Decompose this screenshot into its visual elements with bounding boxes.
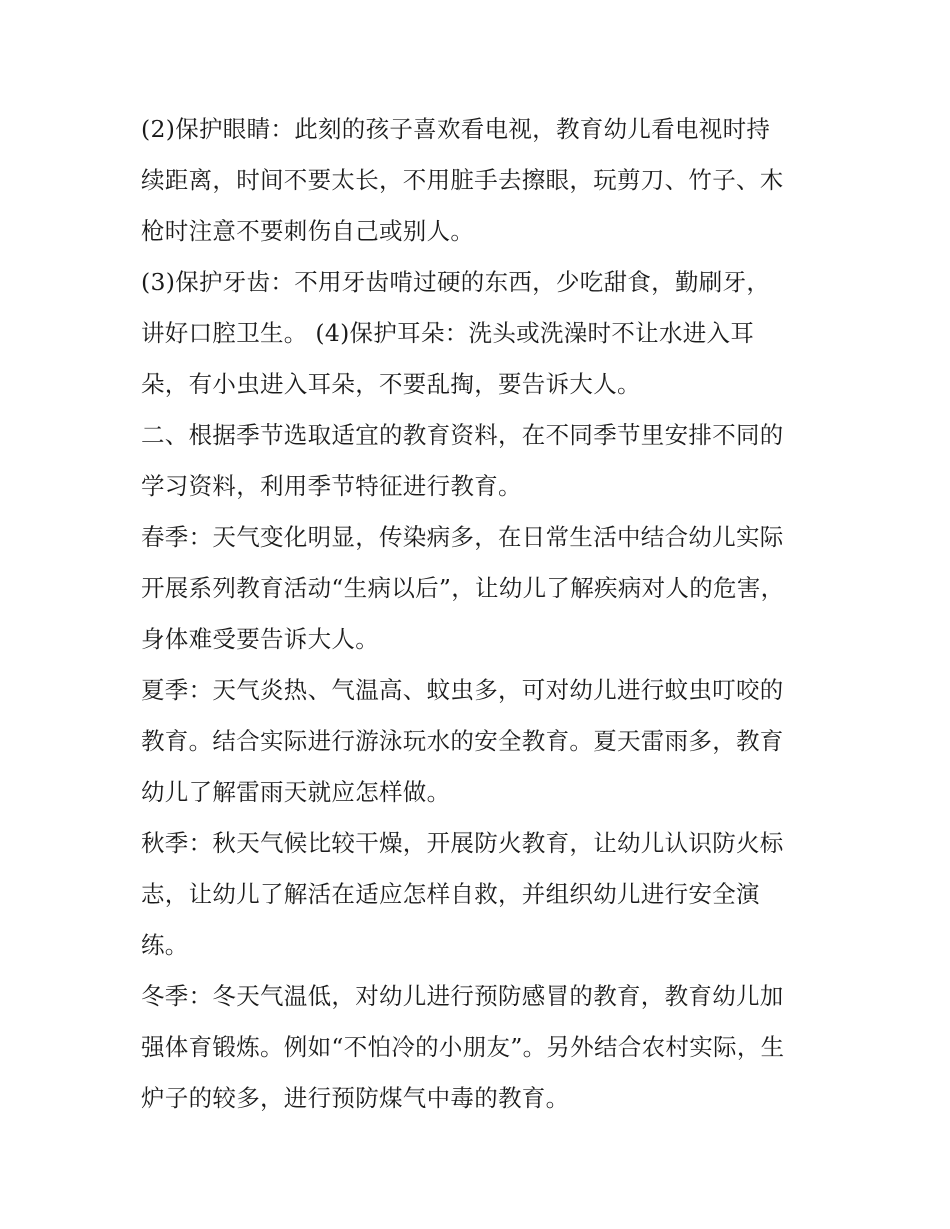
body-text — [141, 104, 821, 1124]
text-line-13: 教育。结合实际进行游泳玩水的安全教育。夏天雷雨多，教育 — [141, 727, 784, 755]
text-line-2: 续距离，时间不要太长，不用脏手去擦眼，玩剪刀、竹子、木 — [141, 166, 784, 194]
text-line-9: 春季：天气变化明显，传染病多，在日常生活中结合幼儿实际 — [141, 523, 784, 551]
text-line-10: 开展系列教育活动“生病以后”，让幼儿了解疾病对人的危害， — [141, 574, 785, 602]
text-line-16: 志，让幼儿了解活在适应怎样自救，并组织幼儿进行安全演 — [141, 880, 760, 908]
text-line-15: 秋季：秋天气候比较干燥，开展防火教育，让幼儿认识防火标 — [141, 829, 784, 857]
text-line-6: 朵，有小虫进入耳朵，不要乱掏，要告诉大人。 — [141, 370, 641, 398]
text-line-17: 练。 — [141, 931, 189, 959]
text-line-19: 强体育锻炼。例如“不怕冷的小朋友”。另外结合农村实际，生 — [141, 1033, 785, 1061]
text-line-14: 幼儿了解雷雨天就应怎样做。 — [141, 778, 451, 806]
text-line-12: 夏季：天气炎热、气温高、蚊虫多，可对幼儿进行蚊虫叮咬的 — [141, 676, 784, 704]
text-line-5: 讲好口腔卫生。 (4)保护耳朵：洗头或洗澡时不让水进入耳 — [141, 319, 755, 347]
text-line-7: 二、根据季节选取适宜的教育资料，在不同季节里安排不同的 — [141, 421, 784, 449]
text-line-4: (3)保护牙齿：不用牙齿啃过硬的东西，少吃甜食，勤刷牙， — [141, 268, 771, 296]
text-line-18: 冬季：冬天气温低，对幼儿进行预防感冒的教育，教育幼儿加 — [141, 982, 784, 1010]
text-line-1: (2)保护眼睛：此刻的孩子喜欢看电视，教育幼儿看电视时持 — [141, 115, 771, 143]
text-line-11: 身体难受要告诉大人。 — [141, 625, 379, 653]
text-line-20: 炉子的较多，进行预防煤气中毒的教育。 — [141, 1084, 570, 1112]
text-line-8: 学习资料，利用季节特征进行教育。 — [141, 472, 522, 500]
text-line-3: 枪时注意不要刺伤自己或别人。 — [141, 217, 475, 245]
